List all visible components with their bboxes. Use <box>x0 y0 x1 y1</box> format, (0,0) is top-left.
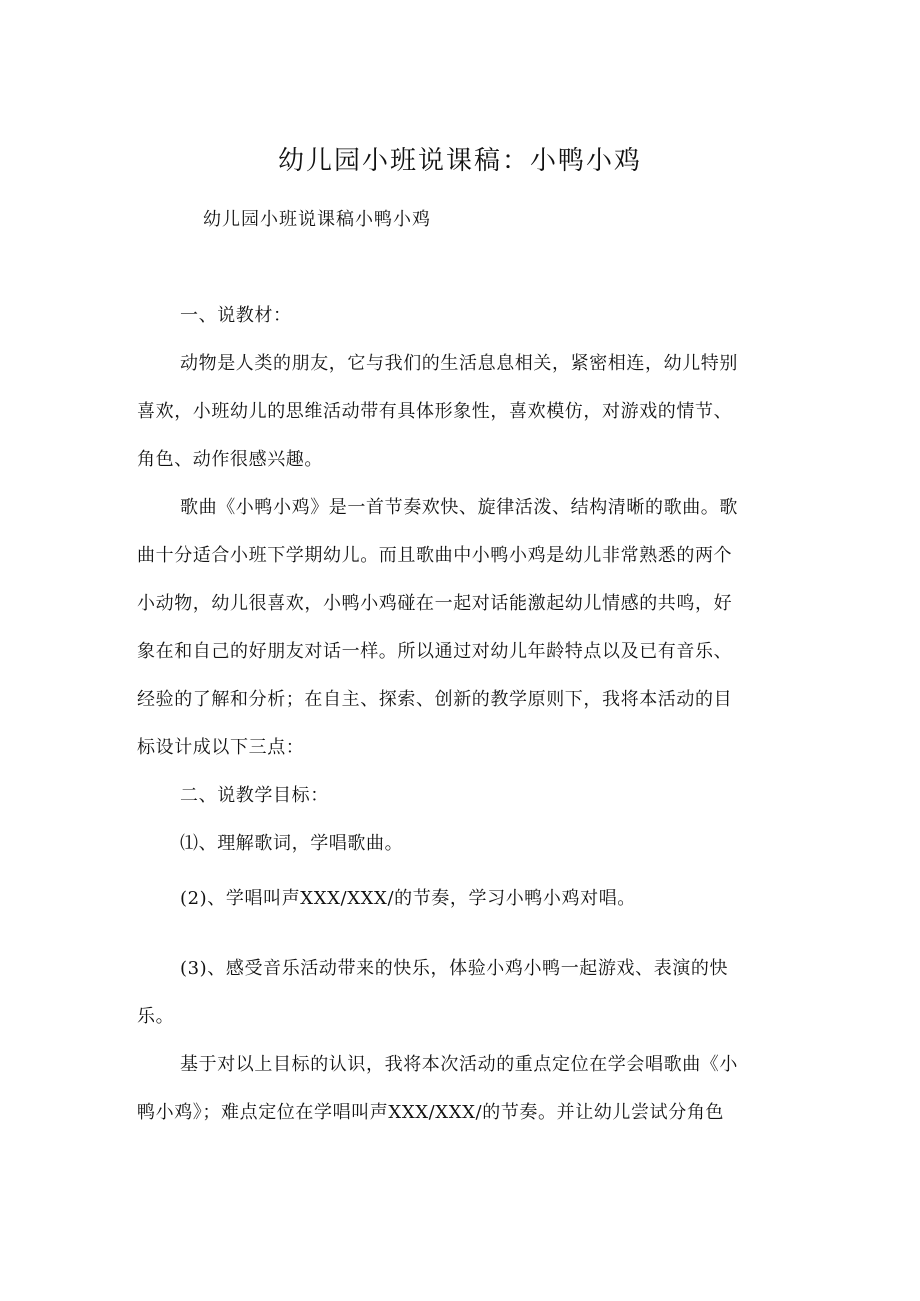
document-title: 幼儿园小班说课稿：小鸭小鸡 <box>277 146 642 176</box>
paragraph-line: 象在和自己的好朋友对话一样。所以通过对幼儿年龄特点以及已有音乐、 <box>137 641 733 662</box>
section-heading-materials: 一、说教材： <box>180 305 292 326</box>
paragraph-line: 曲十分适合小班下学期幼儿。而且歌曲中小鸭小鸡是幼儿非常熟悉的两个 <box>137 545 733 566</box>
paragraph-line: 歌曲《小鸭小鸡》是一首节奏欢快、旋律活泼、结构清晰的歌曲。歌 <box>180 497 738 518</box>
paragraph-line: 小动物，幼儿很喜欢，小鸭小鸡碰在一起对话能激起幼儿情感的共鸣，好 <box>137 593 733 614</box>
paragraph-line: 标设计成以下三点： <box>137 737 305 758</box>
goal-item-2: (2)、学唱叫声XXX/XXX/的节奏，学习小鸭小鸡对唱。 <box>180 888 636 909</box>
paragraph-line: 乐。 <box>137 1006 175 1027</box>
goal-item-3: (3)、感受音乐活动带来的快乐，体验小鸡小鸭一起游戏、表演的快 <box>180 958 729 979</box>
goal-item-1: ⑴、理解歌词，学唱歌曲。 <box>180 833 404 854</box>
document-subtitle: 幼儿园小班说课稿小鸭小鸡 <box>203 209 431 230</box>
paragraph-line: 经验的了解和分析；在自主、探索、创新的教学原则下，我将本活动的目 <box>137 689 733 710</box>
paragraph-line: 鸭小鸡》；难点定位在学唱叫声XXX/XXX/的节奏。并让幼儿尝试分角色 <box>137 1102 725 1123</box>
paragraph-line: 角色、动作很感兴趣。 <box>137 449 323 470</box>
paragraph-line: 喜欢，小班幼儿的思维活动带有具体形象性，喜欢模仿，对游戏的情节、 <box>137 401 733 422</box>
paragraph-line: 基于对以上目标的认识，我将本次活动的重点定位在学会唱歌曲《小 <box>180 1054 738 1075</box>
section-heading-goals: 二、说教学目标： <box>180 785 329 806</box>
paragraph-line: 动物是人类的朋友，它与我们的生活息息相关，紧密相连，幼儿特别 <box>180 353 738 374</box>
